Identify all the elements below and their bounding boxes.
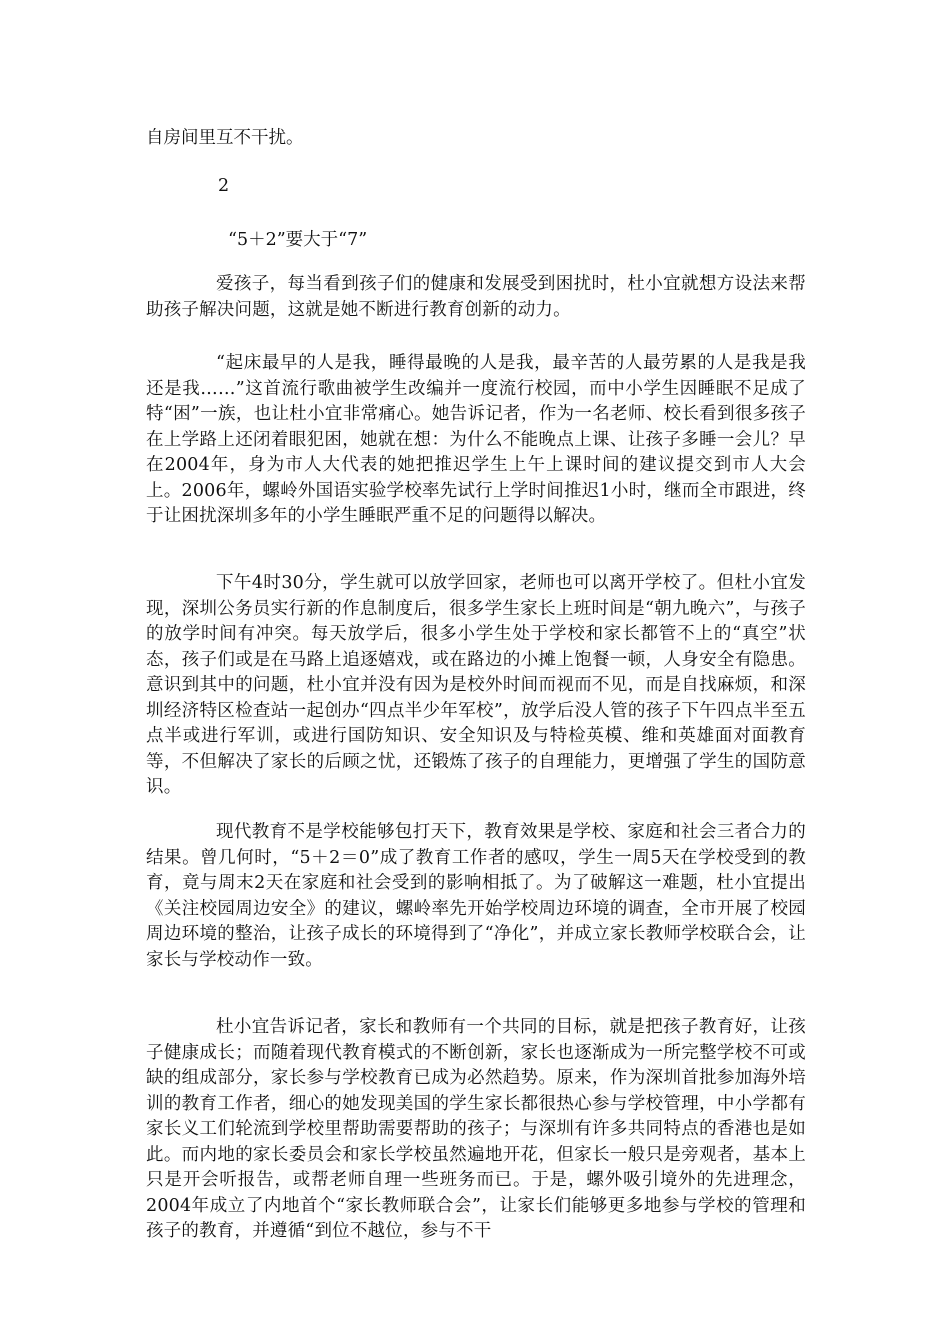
paragraph-4: 现代教育不是学校能够包打天下，教育效果是学校、家庭和社会三者合力的结果。曾几何时，“5＋2＝0”成了教育工作者的感叹，学生一周5天在学校受到的教育，竟与周末2天在家庭和社会受到的影响相抵了。为了破解这一难题，杜小宜提出《关注校园周边安全》的建议，螺岭率先开始学校周边环境的调查，全市开展了校园周边环境的整治，让孩子成长的环境得到了“净化”，并成立家长教师学校联合会，让家长与学校动作一致。 xyxy=(146,822,806,970)
section-number: 2 xyxy=(218,176,230,196)
section-heading: “5＋2”要大于“7” xyxy=(228,230,368,250)
paragraph-5: 杜小宜告诉记者，家长和教师有一个共同的目标，就是把孩子教育好，让孩子健康成长；而随着现代教育模式的不断创新，家长也逐渐成为一所完整学校不可或缺的组成部分，家长参与学校教育已成为必然趋势。原来，作为深圳首批参加海外培训的教育工作者，细心的她发现美国的学生家长都很热心参与学校管理，中小学都有家长义工们轮流到学校里帮助需要帮助的孩子；与深圳有许多共同特点的香港也是如此。而内地的家长委员会和家长学校虽然遍地开花，但家长一般只是旁观者，基本上只是开会听报告，或帮老师自理一些班务而已。于是，螺外吸引境外的先进理念，2004年成立了内地首个“家长教师联合会”，让家长们能够更多地参与学校的管理和孩子的教育，并遵循“到位不越位，参与不干 xyxy=(146,1017,806,1241)
paragraph-1: 爱孩子，每当看到孩子们的健康和发展受到困扰时，杜小宜就想方设法来帮助孩子解决问题，这就是她不断进行教育创新的动力。 xyxy=(146,274,806,320)
paragraph-2: “起床最早的人是我，睡得最晚的人是我，最辛苦的人最劳累的人是我是我还是我……”这首流行歌曲被学生改编并一度流行校园，而中小学生因睡眠不足成了特“困”一族，也让杜小宜非常痛心。她告诉记者，作为一名老师、校长看到很多孩子在上学路上还闭着眼犯困，她就在想：为什么不能晚点上课、让孩子多睡一会儿？早在2004年，身为市人大代表的她把推迟学生上午上课时间的建议提交到市人大会上。2006年，螺岭外国语实验学校率先试行上学时间推迟1小时，继而全市跟进，终于让困扰深圳多年的小学生睡眠严重不足的问题得以解决。 xyxy=(146,353,806,526)
paragraph-3: 下午4时30分，学生就可以放学回家，老师也可以离开学校了。但杜小宜发现，深圳公务员实行新的作息制度后，很多学生家长上班时间是“朝九晚六”，与孩子的放学时间有冲突。每天放学后，很多小学生处于学校和家长都管不上的“真空”状态，孩子们或是在马路上追逐嬉戏，或在路边的小摊上饱餐一顿，人身安全有隐患。意识到其中的问题，杜小宜并没有因为是校外时间而视而不见，而是自找麻烦，和深圳经济特区检查站一起创办“四点半少年军校”，放学后没人管的孩子下午四点半至五点半或进行军训，或进行国防知识、安全知识及与特检英模、维和英雄面对面教育等，不但解决了家长的后顾之忧，还锻炼了孩子的自理能力，更增强了学生的国防意识。 xyxy=(146,573,806,797)
carryover-line: 自房间里互不干扰。 xyxy=(146,128,304,148)
